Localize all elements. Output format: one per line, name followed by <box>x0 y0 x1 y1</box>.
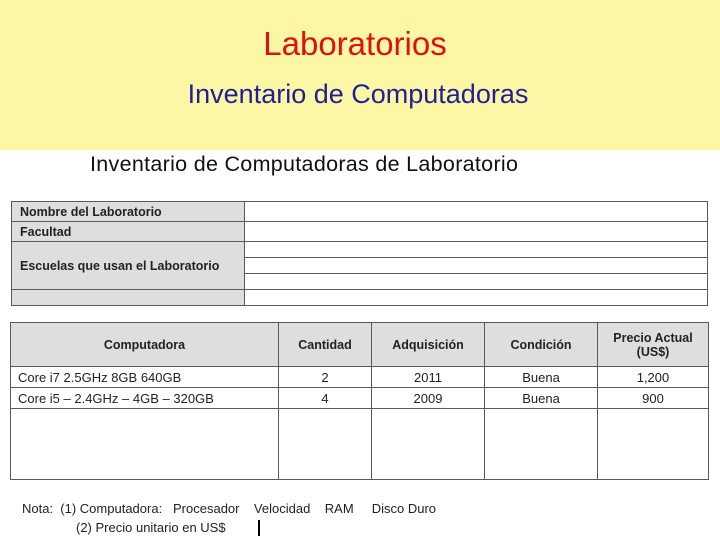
text-cursor <box>258 520 260 536</box>
empty-cell <box>11 409 279 480</box>
schools-label: Escuelas que usan el Laboratorio <box>12 242 245 290</box>
cell-quantity: 4 <box>279 388 372 409</box>
cell-condition: Buena <box>485 388 598 409</box>
table-row <box>11 388 709 409</box>
schools-label-continued <box>12 290 245 306</box>
col-header-quantity: Cantidad <box>279 323 372 367</box>
faculty-label: Facultad <box>12 222 245 242</box>
schools-value-2 <box>245 258 708 274</box>
cell-acquisition: 2009 <box>372 388 485 409</box>
schools-value-4 <box>245 290 708 306</box>
header-banner <box>0 0 720 150</box>
slide-subtitle: Inventario de Computadoras <box>187 79 529 109</box>
footnote <box>22 500 437 535</box>
col-header-condition: Condición <box>485 323 598 367</box>
empty-cell <box>598 409 709 480</box>
lab-name-value <box>245 202 708 222</box>
footnote-line-1: Nota: (1) Computadora: Procesador Velocidad RAM Disco Duro <box>22 501 437 516</box>
empty-cell <box>279 409 372 480</box>
cell-acquisition: 2011 <box>372 367 485 388</box>
cell-price: 900 <box>598 388 709 409</box>
cell-quantity: 2 <box>279 367 372 388</box>
cell-computer: Core i5 – 2.4GHz – 4GB – 320GB <box>11 388 279 409</box>
table-row-empty <box>11 409 709 480</box>
col-header-acquisition: Adquisición <box>372 323 485 367</box>
cell-condition: Buena <box>485 367 598 388</box>
empty-cell <box>485 409 598 480</box>
col-header-computer: Computadora <box>11 323 279 367</box>
document-title: Inventario de Computadoras de Laboratorio <box>90 152 519 176</box>
empty-cell <box>372 409 485 480</box>
footnote-line-2: (2) Precio unitario en US$ <box>76 520 226 535</box>
schools-value-1 <box>245 242 708 258</box>
cell-price: 1,200 <box>598 367 709 388</box>
slide-title: Laboratorios <box>263 25 447 62</box>
schools-value-3 <box>245 274 708 290</box>
table-row <box>11 367 709 388</box>
faculty-value <box>245 222 708 242</box>
lab-name-label: Nombre del Laboratorio <box>12 202 245 222</box>
lab-info-table <box>11 201 708 306</box>
col-header-price: Precio Actual (US$) <box>598 323 709 367</box>
cell-computer: Core i7 2.5GHz 8GB 640GB <box>11 367 279 388</box>
inventory-table <box>10 322 709 480</box>
